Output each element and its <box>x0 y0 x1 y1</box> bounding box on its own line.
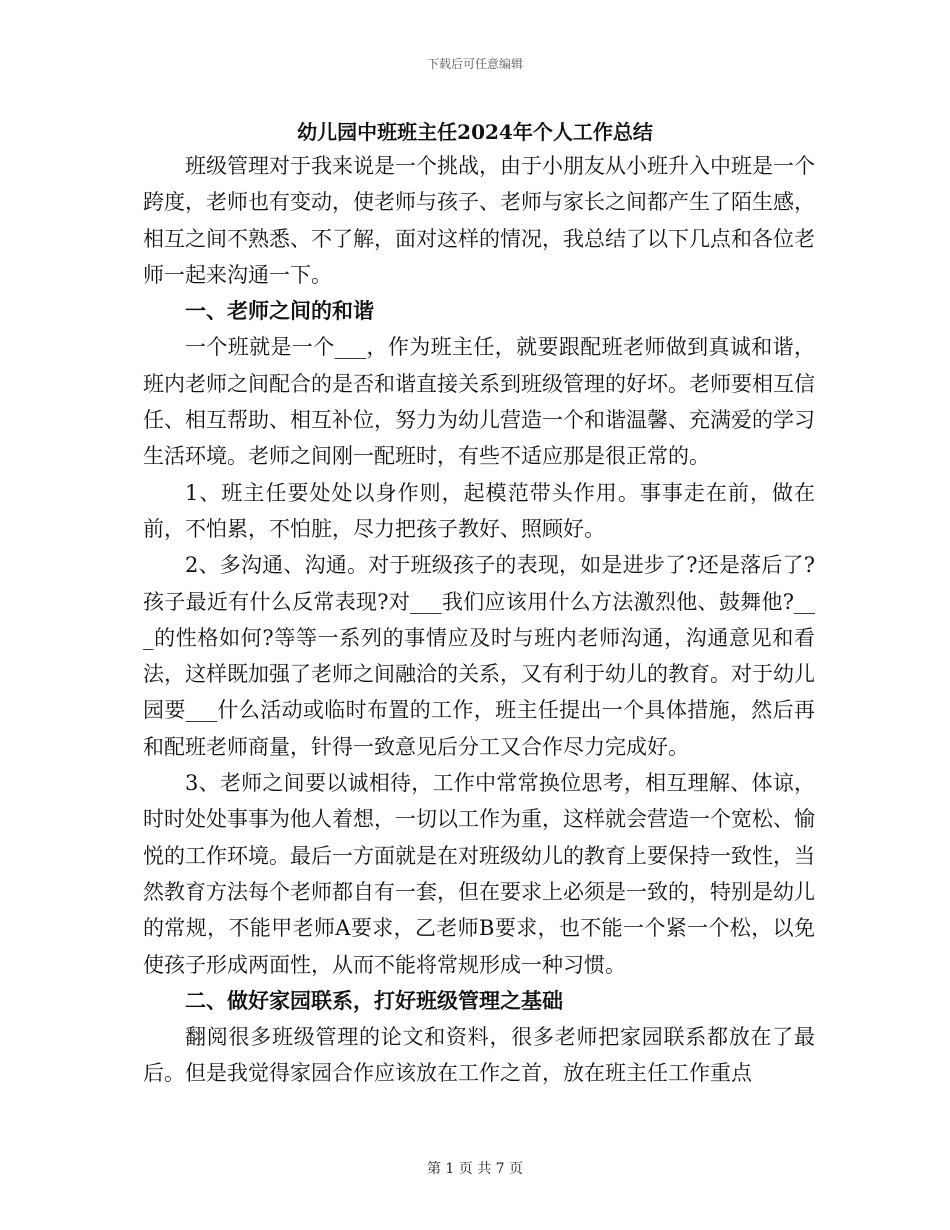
paragraph-point-1: 1、班主任要处处以身作则，起模范带头作用。事事走在前，做在前，不怕累，不怕脏，尽力把孩子教好、照顾好。 <box>143 480 815 541</box>
paragraph-point-2: 2、多沟通、沟通。对于班级孩子的表现，如是进步了?还是落后了?孩子最近有什么反常表现?对___我们应该用什么方法激烈他、鼓舞他?___的性格如何?等等一系列的事情应及时与班内老师沟通，沟通意见和看法，这样既加强了老师之间融洽的关系，又有利于幼儿的教育。对于幼儿园要___什么活动或临时布置的工作，班主任提出一个具体措施，然后再和配班老师商量，针得一致意见后分工又合作尽力完成好。 <box>143 553 815 759</box>
section-heading-2: 二、做好家园联系，打好班级管理之基础 <box>185 987 563 1013</box>
document-body <box>143 148 815 1092</box>
paragraph-teacher-harmony: 一个班就是一个___，作为班主任，就要跟配班老师做到真诚和谐，班内老师之间配合的是否和谐直接关系到班级管理的好坏。老师要相互信任、相互帮助、相互补位，努力为幼儿营造一个和谐温馨、充满爱的学习生活环境。老师之间刚一配班时，有些不适应那是很正常的。 <box>143 335 815 469</box>
page-header-note: 下载后可任意编辑 <box>426 57 523 71</box>
section-heading-1: 一、老师之间的和谐 <box>185 298 374 324</box>
paragraph-intro: 班级管理对于我来说是一个挑战，由于小朋友从小班升入中班是一个跨度，老师也有变动，使老师与孩子、老师与家长之间都产生了陌生感，相互之间不熟悉、不了解，面对这样的情况，我总结了以下几点和各位老师一起来沟通一下。 <box>143 154 815 287</box>
paragraph-home-school: 翻阅很多班级管理的论文和资料，很多老师把家园联系都放在了最后。但是我觉得家园合作应该放在工作之首，放在班主任工作重点 <box>143 1025 815 1086</box>
document-title: 幼儿园中班班主任2024年个人工作总结 <box>297 120 653 144</box>
paragraph-point-3: 3、老师之间要以诚相待，工作中常常换位思考，相互理解、体谅，时时处处事事为他人着想，一切以工作为重，这样就会营造一个宽松、愉悦的工作环境。最后一方面就是在对班级幼儿的教育上要保持一致性，当然教育方法每个老师都自有一套，但在要求上必须是一致的，特别是幼儿的常规，不能甲老师A要求，乙老师B要求，也不能一个紧一个松，以免使孩子形成两面性，从而不能将常规形成一种习惯。 <box>143 771 815 977</box>
page-number: 第 1 页 共 7 页 <box>426 1161 524 1177</box>
